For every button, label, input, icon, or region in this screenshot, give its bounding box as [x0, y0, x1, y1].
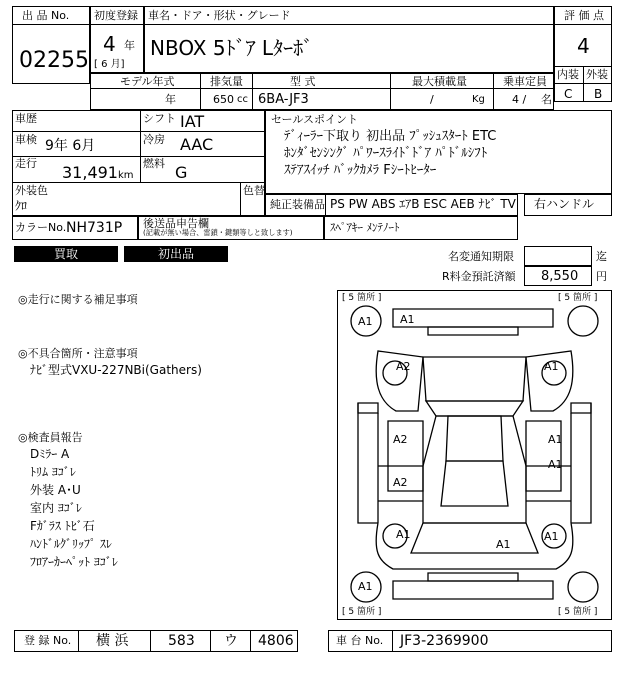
purchase-button: 買取	[14, 246, 118, 262]
displacement-unit: cc	[237, 94, 248, 105]
score-value: 4	[577, 34, 590, 58]
mileage-label: 走行	[15, 157, 37, 170]
capacity-label: 乗車定員	[503, 75, 547, 88]
ext-color-label: 外装色	[15, 184, 48, 197]
max-load-value: /	[430, 93, 434, 106]
shift-value: IAT	[180, 112, 205, 131]
sales-point-line1: ﾃﾞｨｰﾗｰ下取り 初出品 ﾌﾟｯｼｭｽﾀｰﾄ ETC	[284, 129, 497, 144]
diagram-tag-right-bottom: [ 5 箇所 ]	[558, 607, 598, 617]
first-reg-label: 初度登録	[94, 9, 138, 22]
recycle-unit: 円	[596, 270, 607, 283]
first-reg-year-unit: 年	[124, 39, 135, 52]
ac-label: 冷房	[143, 133, 165, 146]
car-outline-icon	[338, 291, 611, 619]
diagram-tag-right: [ 5 箇所 ]	[558, 293, 598, 303]
sales-point-label: セールスポイント	[271, 113, 359, 126]
lot-label: 出 品 No.	[22, 9, 70, 22]
reg-class: 583	[168, 633, 195, 649]
shift-label: シフト	[143, 112, 176, 125]
damage-mark: A1	[548, 433, 563, 446]
score-label: 評 価 点	[564, 9, 604, 22]
color-no-label: カラーNo.	[15, 221, 67, 234]
report-line: ﾌﾛｱｰｶｰﾍﾟｯﾄ ﾖｺﾞﾚ	[30, 555, 118, 569]
report-line: Fｶﾞﾗｽ ﾄﾋﾞ石	[30, 519, 95, 533]
sales-point-line2: ﾎﾝﾀﾞｾﾝｼﾝｸﾞ ﾊﾟﾜｰｽﾗｲﾄﾞﾄﾞｱ ﾊﾟﾄﾞﾙｼﾌﾄ	[284, 146, 488, 161]
reg-city: 横 浜	[96, 633, 129, 649]
recycle-label: R料金預託済額	[442, 270, 516, 283]
capacity-unit: 名	[541, 93, 552, 106]
mileage-unit: km	[118, 170, 134, 181]
reg-kana: ウ	[224, 633, 238, 649]
reg-number: 4806	[258, 633, 294, 649]
first-listing-button: 初出品	[124, 246, 228, 262]
reg-label: 登 録 No.	[24, 634, 72, 647]
damage-mark: A1	[544, 530, 559, 543]
type-value: 6BA-JF3	[258, 92, 309, 107]
damage-mark: A1	[400, 313, 415, 326]
model-year-unit: 年	[165, 93, 176, 106]
color-no-value: NH731P	[66, 220, 123, 236]
car-name: NBOX 5ﾄﾞｱ Lﾀｰﾎﾞ	[150, 36, 314, 60]
type-label: 型 式	[290, 75, 316, 88]
details-box	[12, 110, 265, 216]
model-year-label: モデル年式	[120, 75, 175, 88]
report-line: ﾄﾘﾑ ﾖｺﾞﾚ	[30, 465, 76, 479]
capacity-value: 4 /	[512, 93, 527, 106]
driving-remarks-title: ◎走行に関する補足事項	[18, 293, 138, 306]
fuel-value: G	[175, 163, 188, 182]
damage-mark: A2	[396, 360, 411, 373]
equipment-label: 純正装備品	[270, 198, 325, 211]
extra-equipment: ｽﾍﾟｱｷｰ ﾒﾝﾃﾉｰﾄ	[330, 221, 400, 234]
displacement-value: 650	[213, 93, 234, 106]
history-label: 車歴	[15, 112, 37, 125]
damage-mark: A1	[396, 528, 411, 541]
report-line: Dﾐﾗｰ A	[30, 447, 70, 461]
damage-mark: A1	[358, 580, 373, 593]
name-change-box	[524, 246, 592, 266]
name-change-unit: 迄	[596, 250, 607, 263]
recycle-amount: 8,550	[541, 269, 579, 284]
chassis-number: JF3-2369900	[400, 633, 489, 649]
report-line: 外装 A･U	[30, 483, 81, 497]
first-reg-month: [ 6 月]	[94, 59, 125, 70]
damage-mark: A2	[393, 433, 408, 446]
exterior-score: B	[594, 87, 603, 101]
diagram-tag-left: [ 5 箇所 ]	[342, 293, 382, 303]
lot-number: 02255	[19, 48, 89, 73]
color-change-label: 色替	[243, 184, 265, 197]
aftermarket-label: 後送品申告欄	[143, 217, 209, 230]
sales-point-line3: ｽﾃｱｽｲｯﾁ ﾊﾞｯｸｶﾒﾗ Fｼｰﾄﾋｰﾀｰ	[284, 163, 437, 178]
max-load-label: 最大積載量	[412, 75, 467, 88]
ext-color-value: ｸﾛ	[15, 199, 28, 213]
fuel-label: 燃料	[143, 157, 165, 170]
damage-mark: A1	[358, 315, 373, 328]
car-diagram	[337, 290, 612, 620]
displacement-label: 排気量	[210, 75, 243, 88]
diagram-tag-left-bottom: [ 5 箇所 ]	[342, 607, 382, 617]
interior-score: C	[564, 87, 573, 101]
car-name-label: 車名・ドア・形状・グレード	[148, 9, 291, 22]
ac-value: AAC	[180, 135, 214, 154]
chassis-label: 車 台 No.	[336, 634, 384, 647]
interior-label: 内装	[557, 68, 579, 81]
damage-mark: A1	[496, 538, 511, 551]
name-change-label: 名変通知期限	[448, 250, 514, 263]
first-reg-year: 4	[103, 32, 116, 56]
report-line: 室内 ﾖｺﾞﾚ	[30, 501, 82, 515]
damage-mark: A1	[544, 360, 559, 373]
defect-remarks-title: ◎不具合箇所・注意事項	[18, 347, 138, 360]
aftermarket-note: (記載が無い場合、雷鎖・鍵類等しと致します)	[143, 229, 293, 238]
shaken-value: 9年 6月	[45, 138, 96, 154]
mileage-value: 31,491	[62, 163, 118, 182]
shaken-label: 車検	[15, 133, 37, 146]
max-load-unit: Kg	[472, 94, 485, 105]
damage-mark: A2	[393, 476, 408, 489]
report-line: ﾊﾝﾄﾞﾙｸﾞﾘｯﾌﾟ ｽﾚ	[30, 537, 112, 551]
defect-line: ﾅﾋﾞ型式VXU-227NBi(Gathers)	[30, 363, 202, 377]
handle-value: 右ハンドル	[534, 197, 595, 211]
equipment-items: PS PW ABS ｴｱB ESC AEB ﾅﾋﾞ TV	[330, 197, 516, 211]
damage-mark: A1	[548, 458, 563, 471]
inspector-title: ◎検査員報告	[18, 431, 83, 444]
exterior-label: 外装	[586, 68, 608, 81]
